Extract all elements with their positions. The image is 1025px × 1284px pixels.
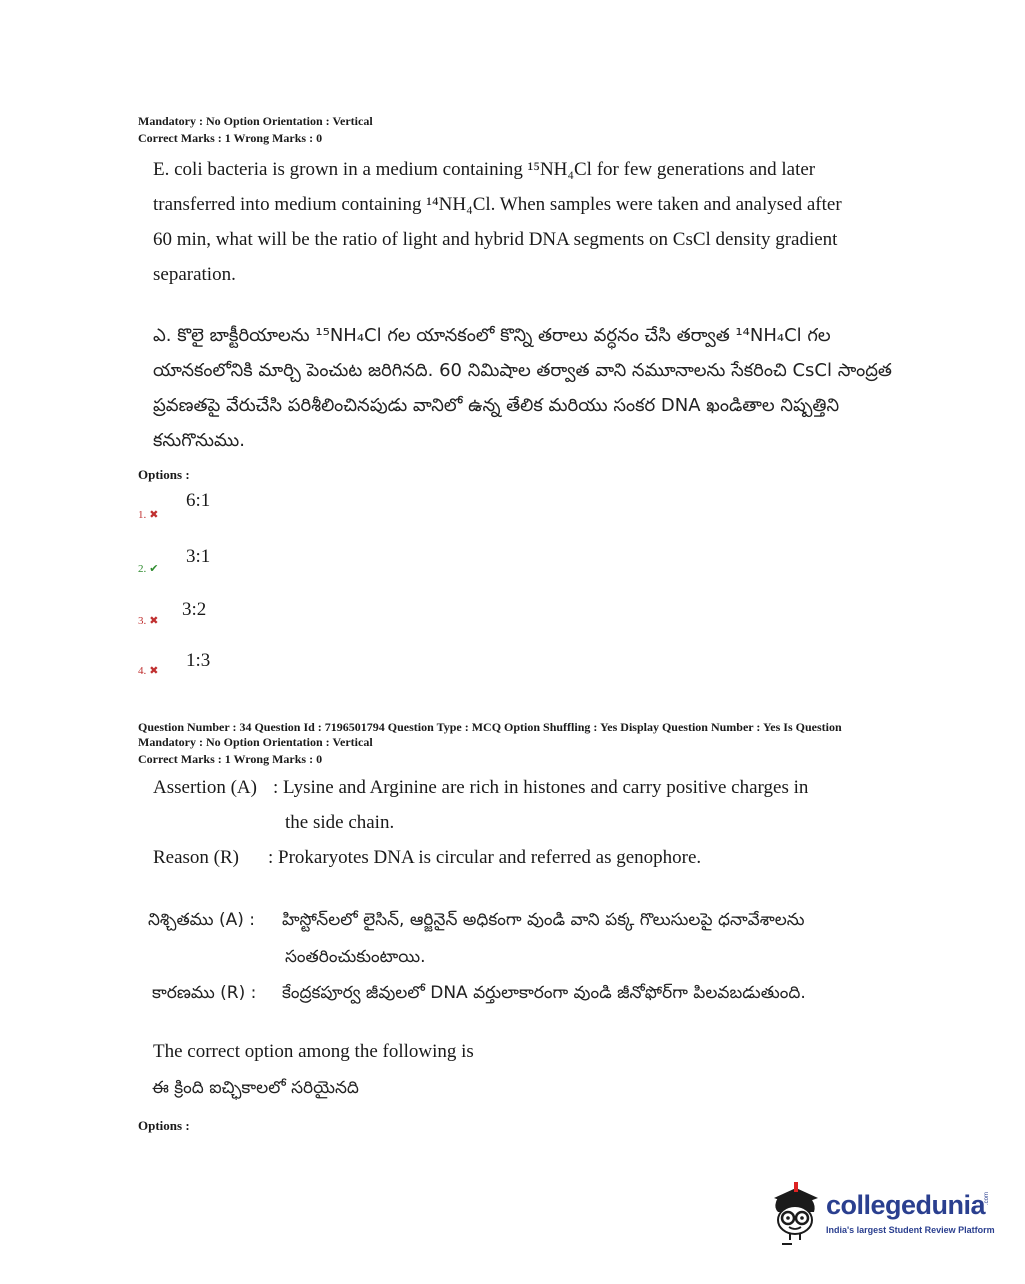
q33-en-line: separation. <box>153 264 236 285</box>
q34-meta-line-3: Correct Marks : 1 Wrong Marks : 0 <box>138 752 323 766</box>
q33-question-english <box>153 152 893 292</box>
correct-option-prompt-te: ఈ క్రింది ఐచ్ఛికాలలో సరియైనది <box>152 1078 359 1098</box>
te-assertion-label: నిశ్చితము (A) : <box>148 910 255 930</box>
option-4-number: 4. ✖ <box>138 665 159 677</box>
option-3-number: 3. ✖ <box>138 615 159 627</box>
te-assertion-text-cont: సంతరించుకుంటాయి. <box>285 947 426 967</box>
q33-te-line: ఎ. కొలై బాక్టీరియాలను ¹⁵NH₄Cl గల యానకంలో కొన్ని తరాలు వర్ధనం చేసి తర్వాత ¹⁴NH₄Cl గల <box>153 325 831 346</box>
logo-tagline: India's largest Student Review Platform <box>826 1225 995 1235</box>
option-2-number: 2. ✔ <box>138 563 159 575</box>
option-1-value[interactable]: 6:1 <box>186 490 211 511</box>
q33-meta-line-1: Mandatory : No Option Orientation : Vertical <box>138 114 373 128</box>
option-4-value[interactable]: 1:3 <box>186 650 211 671</box>
logo-mascot-icon <box>768 1178 824 1248</box>
correct-option-prompt-en: The correct option among the following is <box>153 1041 474 1062</box>
check-icon: ✔ <box>149 563 159 575</box>
q33-te-line: యానకంలోనికి మార్చి పెంచుట జరిగినది. 60 నిమిషాల తర్వాత వాని నమూనాలను సేకరించి CsCl సాంద్రత <box>153 360 892 381</box>
q33-question-telugu <box>153 318 893 458</box>
q33-options-label: Options : <box>138 467 190 482</box>
q33-meta-line-2: Correct Marks : 1 Wrong Marks : 0 <box>138 131 323 145</box>
q34-meta-line-1: Question Number : 34 Question Id : 7196501794 Question Type : MCQ Option Shuffling : Yes Display Question Number : Yes Is Question <box>138 720 842 734</box>
q34-meta-line-2: Mandatory : No Option Orientation : Vertical <box>138 735 373 749</box>
q33-en-line: E. coli bacteria is grown in a medium containing ¹⁵NH₄Cl for few generations and later <box>153 159 816 180</box>
cross-icon: ✖ <box>149 509 159 521</box>
option-2-value[interactable]: 3:1 <box>186 546 211 567</box>
cross-icon: ✖ <box>149 615 159 627</box>
cross-icon: ✖ <box>149 665 159 677</box>
q33-en-line: transferred into medium containing ¹⁴NH₄Cl. When samples were taken and analysed after <box>153 194 842 215</box>
q34-options-label: Options : <box>138 1118 190 1133</box>
q33-te-line: కనుగొనుము. <box>153 430 245 451</box>
te-assertion-text: హిస్టోన్‌లలో లైసిన్, ఆర్జినైన్ అధికంగా వుండి వాని పక్క గొలుసులపై ధనావేశాలను <box>282 910 805 930</box>
logo-dotcom: .com <box>984 1191 990 1205</box>
option-3-value[interactable]: 3:2 <box>182 599 207 620</box>
reason-text: : Prokaryotes DNA is circular and referred as genophore. <box>268 847 702 868</box>
reason-label: Reason (R) <box>153 847 240 868</box>
te-reason-text: కేంద్రకపూర్వ జీవులలో DNA వర్తులాకారంగా వుండి జీనోఫోర్‌గా పిలవబడుతుంది. <box>282 983 806 1003</box>
te-reason-label: కారణము (R) : <box>152 983 257 1003</box>
collegedunia-logo[interactable] <box>768 1178 998 1250</box>
assertion-text-cont: the side chain. <box>285 812 395 833</box>
q33-en-line: 60 min, what will be the ratio of light and hybrid DNA segments on CsCl density gradient <box>153 229 838 250</box>
assertion-text: : Lysine and Arginine are rich in histones and carry positive charges in <box>273 777 809 798</box>
option-1-number: 1. ✖ <box>138 509 159 521</box>
assertion-label: Assertion (A) <box>153 777 257 798</box>
logo-wordmark: collegedunia <box>826 1190 986 1220</box>
q33-te-line: ప్రవణతపై వేరుచేసి పరిశీలించినపుడు వానిలో ఉన్న తేలిక మరియు సంకర DNA ఖండితాల నిష్పత్తిని <box>153 395 840 416</box>
